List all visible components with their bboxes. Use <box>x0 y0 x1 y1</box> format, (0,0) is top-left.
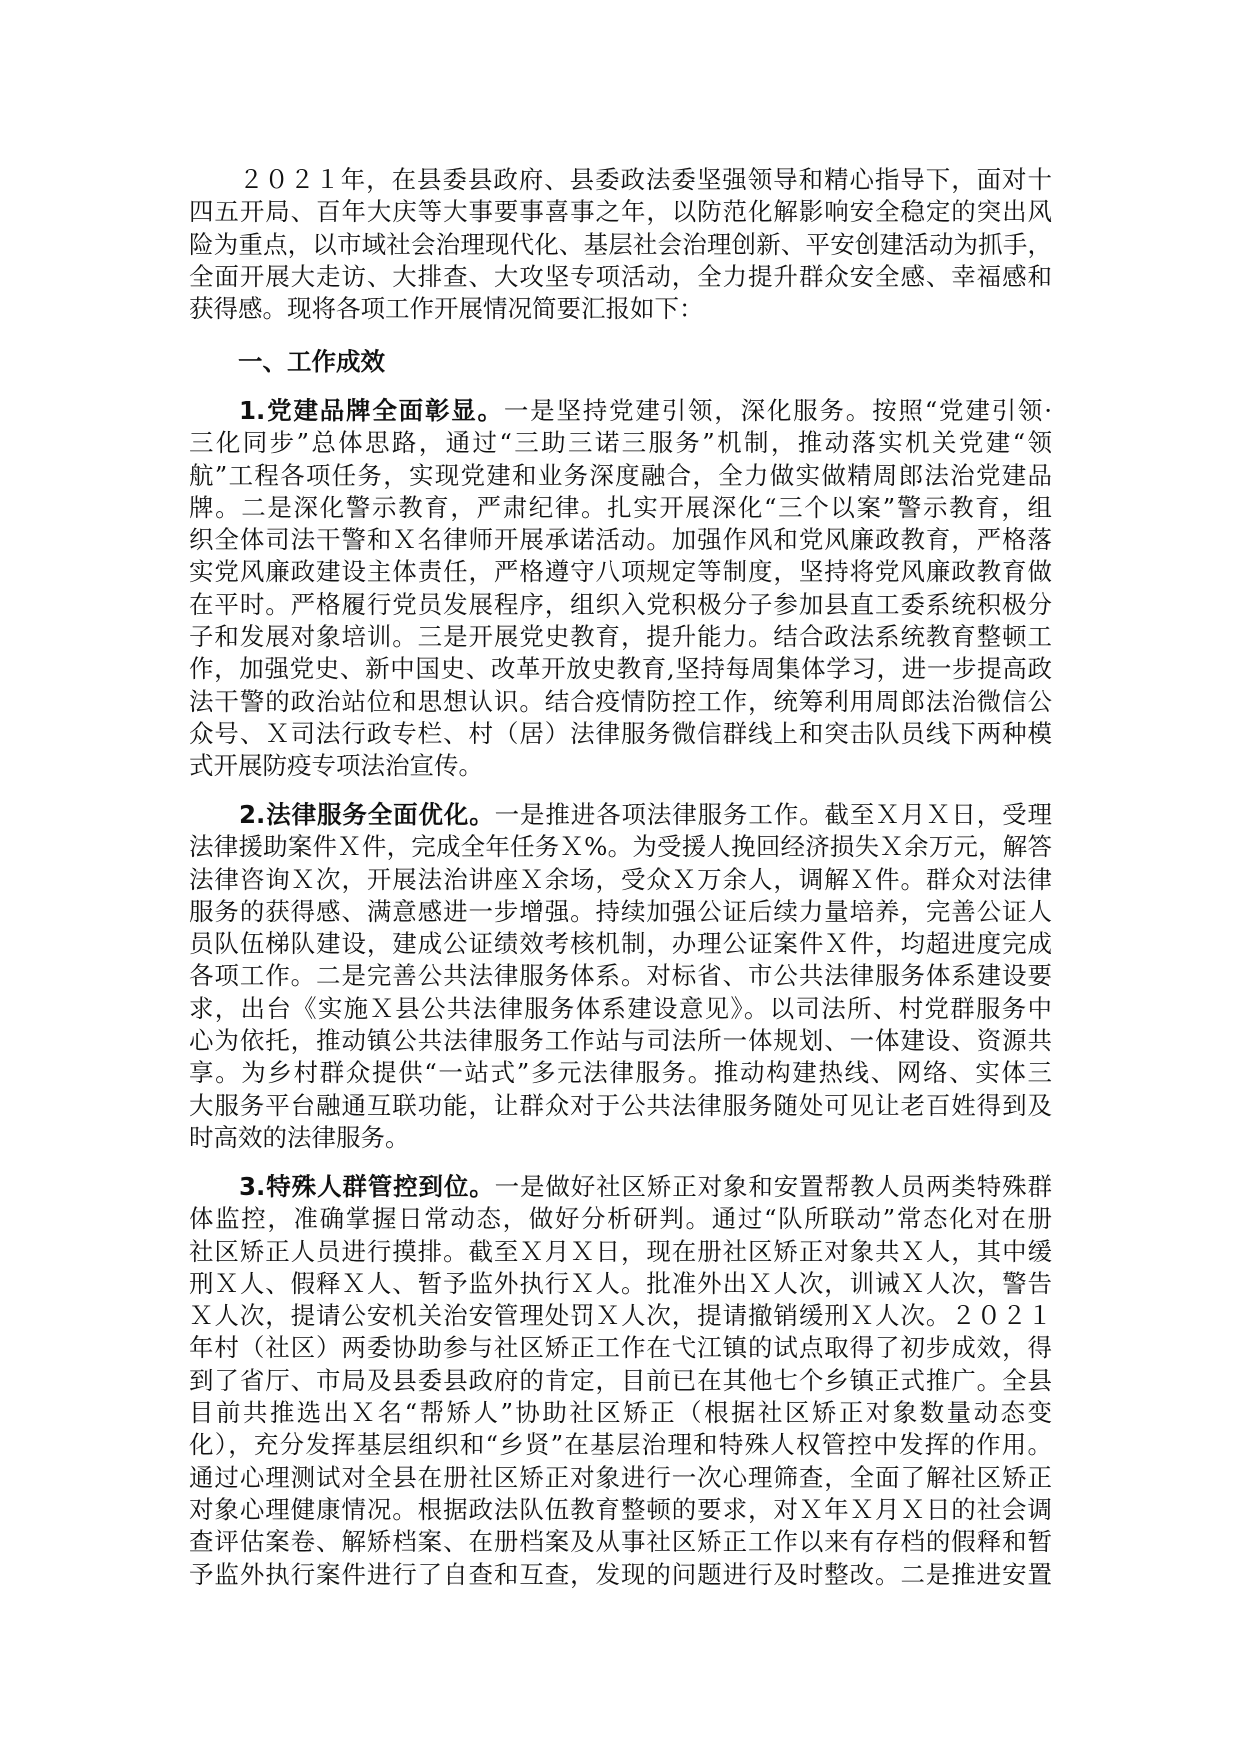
line-text: 年村（社区）两委协助参与社区矫正工作在弋江镇的试点取得了初步成效，得 <box>189 1333 1052 1363</box>
text-line <box>189 1171 1052 1203</box>
line-text: 服务的获得感、满意感进一步增强。持续加强公证后续力量培养，完善公证人 <box>189 896 1052 926</box>
text-line <box>189 164 1052 196</box>
line-text: 心为依托，推动镇公共法律服务工作站与司法所一体规划、一体建设、资源共 <box>189 1026 1052 1056</box>
line-text: 到了省厅、市局及县委县政府的肯定，目前已在其他七个乡镇正式推广。全县 <box>189 1365 1052 1395</box>
line-text: 织全体司法干警和Ｘ名律师开展承诺活动。加强作风和党风廉政教育，严格落 <box>189 525 1052 555</box>
line-text: 航”工程各项任务，实现党建和业务深度融合，全力做实做精周郎法治党建品 <box>189 460 1052 490</box>
text-line <box>189 621 1052 653</box>
text-line <box>189 993 1052 1025</box>
line-text: 在平时。严格履行党员发展程序，组织入党积极分子参加县直工委系统积极分 <box>189 589 1052 619</box>
section-party-building <box>189 395 1052 783</box>
text-line <box>189 460 1052 492</box>
line-text: 员队伍梯队建设，建成公证绩效考核机制，办理公证案件Ｘ件，均超进度完成 <box>189 929 1052 959</box>
text-line <box>189 799 1052 831</box>
section-heading: 一、工作成效 <box>238 347 385 376</box>
text-line <box>189 864 1052 896</box>
line-text: 一是坚持党建引领，深化服务。按照“党建引领· <box>503 396 1053 425</box>
line-text: 众号、Ｘ司法行政专栏、村（居）法律服务微信群线上和突击队员线下两种模 <box>189 718 1052 748</box>
section-lead-title: 1.党建品牌全面彰显。 <box>239 396 504 425</box>
text-line <box>189 427 1052 459</box>
line-text: 查评估案卷、解矫档案、在册档案及从事社区矫正工作以来有存档的假释和暂 <box>189 1527 1052 1557</box>
text-line <box>189 1203 1052 1235</box>
line-text: 法律咨询Ｘ次，开展法治讲座Ｘ余场，受众Ｘ万余人，调解Ｘ件。群众对法律 <box>189 864 1052 894</box>
text-line <box>189 1429 1052 1461</box>
line-text: 三化同步”总体思路，通过“三助三诺三服务”机制，推动落实机关党建“领 <box>189 428 1052 458</box>
line-text: 通过心理测试对全县在册社区矫正对象进行一次心理筛查，全面了解社区矫正 <box>189 1462 1052 1492</box>
text-line <box>189 1365 1052 1397</box>
section-lead-title: 2.法律服务全面优化。 <box>239 800 495 829</box>
line-text: 予监外执行案件进行了自查和互查，发现的问题进行及时整改。二是推进安置 <box>189 1559 1052 1589</box>
line-text: 法干警的政治站位和思想认识。结合疫情防控工作，统筹利用周郎法治微信公 <box>189 686 1052 716</box>
text-line <box>189 960 1052 992</box>
text-line <box>189 1559 1052 1591</box>
section-lead-title: 3.特殊人群管控到位。 <box>239 1172 495 1201</box>
section-special-groups <box>189 1171 1052 1591</box>
line-text: 一是做好社区矫正对象和安置帮教人员两类特殊群 <box>494 1172 1052 1201</box>
line-text: 刑Ｘ人、假释Ｘ人、暂予监外执行Ｘ人。批准外出Ｘ人次，训诫Ｘ人次，警告 <box>189 1268 1052 1298</box>
text-line <box>189 589 1052 621</box>
line-text: 大服务平台融通互联功能，让群众对于公共法律服务随处可见让老百姓得到及 <box>189 1090 1052 1120</box>
line-text: 目前共推选出Ｘ名“帮矫人”协助社区矫正（根据社区矫正对象数量动态变 <box>189 1398 1052 1428</box>
text-line <box>189 896 1052 928</box>
line-text: 法律援助案件Ｘ件，完成全年任务Ｘ%。为受援人挽回经济损失Ｘ余万元，解答 <box>189 832 1052 862</box>
text-line <box>189 831 1052 863</box>
line-text: 一是推进各项法律服务工作。截至Ｘ月Ｘ日，受理 <box>494 800 1052 829</box>
text-line <box>189 556 1052 588</box>
line-text: 实党风廉政建设主体责任，严格遵守八项规定等制度，坚持将党风廉政教育做 <box>189 557 1052 587</box>
line-text: 牌。二是深化警示教育，严肃纪律。扎实开展深化“三个以案”警示教育，组 <box>189 492 1052 522</box>
line-text: 时高效的法律服务。 <box>189 1122 410 1152</box>
text-line <box>189 1332 1052 1364</box>
text-line <box>189 1090 1052 1122</box>
text-line <box>189 1025 1052 1057</box>
text-line <box>189 686 1052 718</box>
line-text: Ｘ人次，提请公安机关治安管理处罚Ｘ人次，提请撤销缓刑Ｘ人次。２０２１ <box>189 1301 1052 1331</box>
line-text: 全面开展大走访、大排查、大攻坚专项活动，全力提升群众安全感、幸福感和 <box>189 261 1052 291</box>
line-text: ２０２１年，在县委县政府、县委政法委坚强领导和精心指导下，面对十 <box>239 165 1052 194</box>
line-text: 各项工作。二是完善公共法律服务体系。对标省、市公共法律服务体系建设要 <box>189 961 1052 991</box>
line-text: 子和发展对象培训。三是开展党史教育，提升能力。结合政法系统教育整顿工 <box>189 622 1052 652</box>
text-line <box>189 718 1052 750</box>
text-line <box>189 1397 1052 1429</box>
text-line <box>189 196 1052 228</box>
text-line <box>189 524 1052 556</box>
text-line <box>189 261 1052 293</box>
text-line <box>189 1268 1052 1300</box>
line-text: 体监控，准确掌握日常动态，做好分析研判。通过“队所联动”常态化对在册 <box>189 1204 1052 1234</box>
text-line <box>189 1494 1052 1526</box>
line-text: 享。为乡村群众提供“一站式”多元法律服务。推动构建热线、网络、实体三 <box>189 1058 1052 1088</box>
text-line <box>189 1300 1052 1332</box>
line-text: 式开展防疫专项法治宣传。 <box>189 751 483 781</box>
line-text: 作，加强党史、新中国史、改革开放史教育,坚持每周集体学习，进一步提高政 <box>189 654 1052 684</box>
text-line <box>189 1462 1052 1494</box>
text-line <box>189 928 1052 960</box>
text-line <box>189 1122 1052 1154</box>
text-line <box>189 395 1052 427</box>
section-legal-services <box>189 799 1052 1154</box>
text-line <box>189 492 1052 524</box>
line-text: 社区矫正人员进行摸排。截至Ｘ月Ｘ日，现在册社区矫正对象共Ｘ人，其中缓 <box>189 1236 1052 1266</box>
line-text: 四五开局、百年大庆等大事要事喜事之年，以防范化解影响安全稳定的突出风 <box>189 197 1052 227</box>
text-line <box>189 653 1052 685</box>
line-text: 险为重点，以市域社会治理现代化、基层社会治理创新、平安创建活动为抓手， <box>189 229 1052 259</box>
text-line <box>189 229 1052 261</box>
text-line <box>189 1526 1052 1558</box>
text-line <box>189 293 1052 325</box>
intro-paragraph <box>189 164 1052 325</box>
line-text: 对象心理健康情况。根据政法队伍教育整顿的要求，对Ｘ年Ｘ月Ｘ日的社会调 <box>189 1494 1052 1524</box>
line-text: 获得感。现将各项工作开展情况简要汇报如下： <box>189 294 704 324</box>
line-text: 求，出台《实施Ｘ县公共法律服务体系建设意见》。以司法所、村党群服务中 <box>189 993 1052 1023</box>
line-text: 化），充分发挥基层组织和“乡贤”在基层治理和特殊人权管控中发挥的作用。 <box>189 1430 1052 1460</box>
text-line <box>189 1057 1052 1089</box>
text-line <box>189 750 1052 782</box>
text-line <box>189 1236 1052 1268</box>
